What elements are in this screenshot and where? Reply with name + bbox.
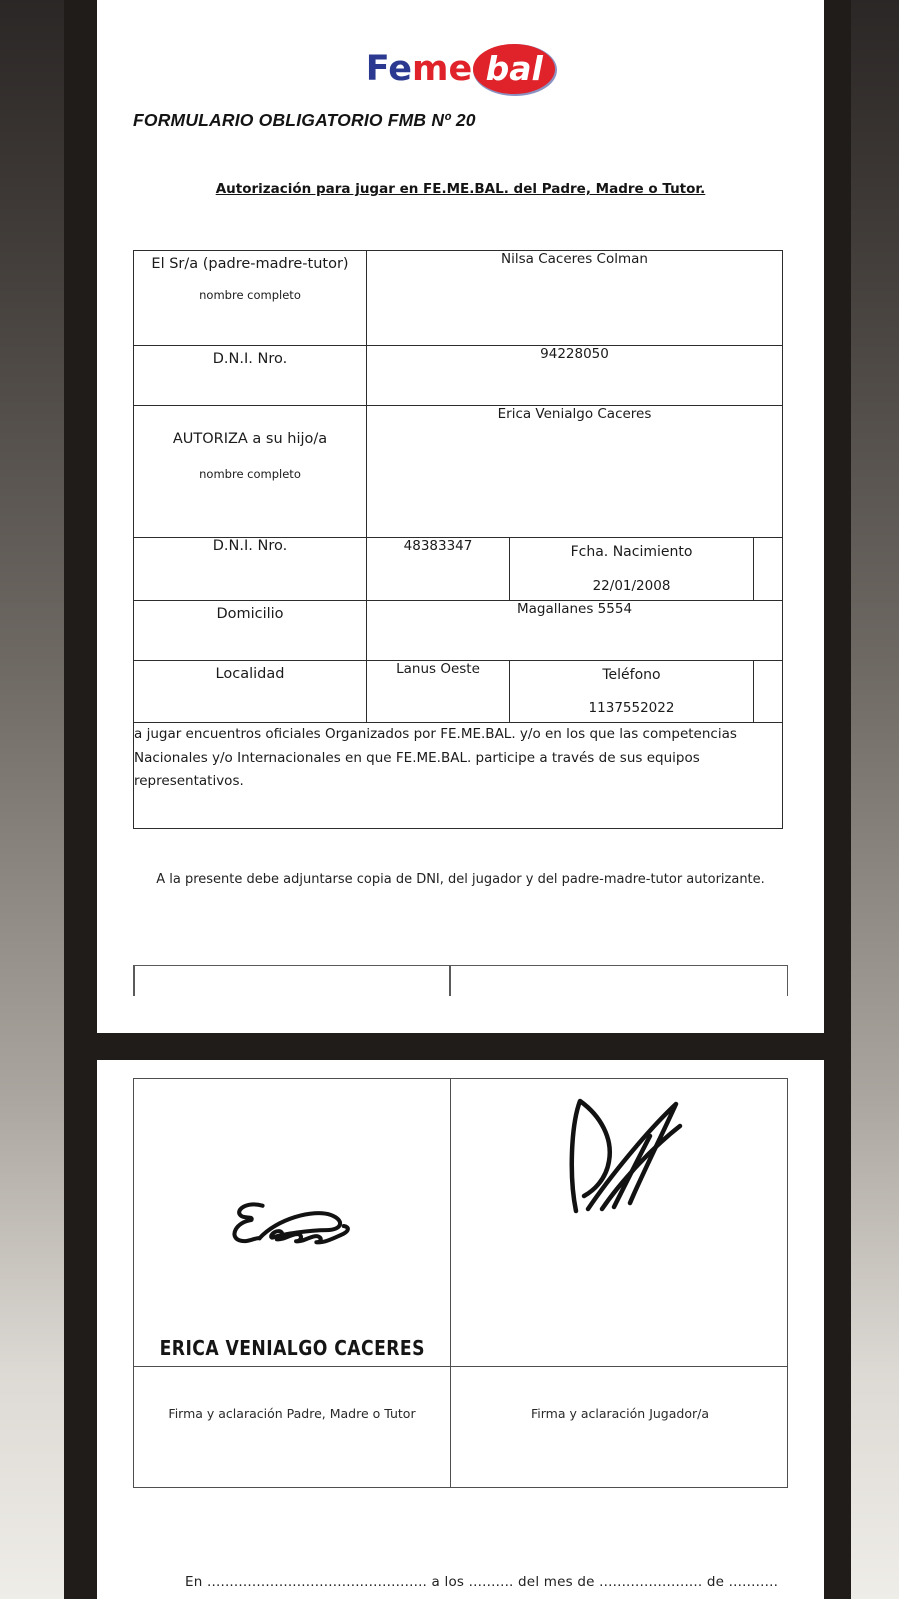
empty-cell	[754, 661, 783, 723]
table-row	[134, 346, 783, 406]
birthdate-value: 22/01/2008	[592, 578, 671, 594]
table-row	[134, 406, 783, 538]
document-page-2	[97, 1060, 824, 1599]
address-label-cell	[134, 601, 367, 661]
child-sublabel: nombre completo	[199, 467, 301, 481]
player-signature-cell	[451, 1079, 789, 1366]
table-row	[134, 601, 783, 661]
parent-label: El Sr/a (padre-madre-tutor)	[151, 256, 349, 272]
address-value: Magallanes 5554	[367, 601, 783, 661]
phone-value: 1137552022	[588, 700, 675, 716]
table-row	[134, 723, 783, 829]
address-label: Domicilio	[216, 606, 284, 622]
table-border-segment	[787, 966, 789, 996]
logo-text-fe: Fe	[365, 48, 412, 89]
child-name-value: Erica Venialgo Caceres	[367, 406, 783, 538]
document-page-1	[97, 0, 824, 1033]
authorization-table	[133, 250, 783, 829]
attachment-note: A la presente debe adjuntarse copia de DNI, del jugador y del padre-madre-tutor autorizante.	[156, 872, 765, 887]
signature-table	[133, 1078, 788, 1488]
table-border-segment	[449, 966, 451, 996]
parent-label-cell	[134, 251, 367, 346]
parent-name-value: Nilsa Caceres Colman	[367, 251, 783, 346]
city-label: Localidad	[215, 666, 285, 682]
player-name: ERICA VENIALGO CACERES	[159, 1336, 425, 1360]
child-dni-value: 48383347	[367, 538, 510, 601]
parent-sublabel: nombre completo	[199, 288, 301, 302]
child-dni-label: D.N.I. Nro.	[134, 538, 367, 601]
logo-text-bal: bal	[485, 48, 543, 88]
phone-cell	[510, 661, 754, 723]
parent-dni-label: D.N.I. Nro.	[212, 351, 288, 367]
parent-signature-cell	[134, 1079, 450, 1366]
continuation-table-stub	[133, 965, 788, 998]
table-row	[134, 538, 783, 601]
parent-signature-caption: Firma y aclaración Padre, Madre o Tutor	[168, 1406, 416, 1421]
birthdate-cell	[510, 538, 754, 601]
table-row	[134, 661, 783, 723]
parent-signature-icon	[226, 1192, 358, 1254]
parent-dni-label-cell	[134, 346, 367, 406]
birthdate-label: Fcha. Nacimiento	[570, 544, 693, 560]
parent-dni-value: 94228050	[367, 346, 783, 406]
child-label: AUTORIZA a su hijo/a	[172, 431, 328, 447]
logo-oval	[473, 44, 555, 94]
parent-signature-image	[226, 1079, 358, 1336]
authorization-heading: Autorización para jugar en FE.ME.BAL. del Padre, Madre o Tutor.	[215, 181, 706, 197]
city-label-cell	[134, 661, 367, 723]
child-label-cell	[134, 406, 367, 538]
femebal-logo	[97, 44, 824, 94]
authorization-clause: a jugar encuentros oficiales Organizados por FE.ME.BAL. y/o en los que las competencias Nacionales y/o Internacionales en que FE.ME.BAL. participe a través de sus equipos representativos.	[134, 723, 783, 829]
city-value: Lanus Oeste	[367, 661, 510, 723]
player-signature-icon	[559, 1091, 699, 1221]
phone-label: Teléfono	[602, 667, 661, 683]
date-line: En ................................................. a los .......... del mes de ....................... de ...........	[185, 1574, 779, 1590]
player-signature-caption: Firma y aclaración Jugador/a	[530, 1406, 709, 1421]
form-title: FORMULARIO OBLIGATORIO FMB Nº 20	[133, 110, 476, 130]
table-row	[134, 251, 783, 346]
logo-text-me: me	[412, 48, 473, 89]
empty-cell	[754, 538, 783, 601]
table-border-segment	[133, 966, 135, 996]
